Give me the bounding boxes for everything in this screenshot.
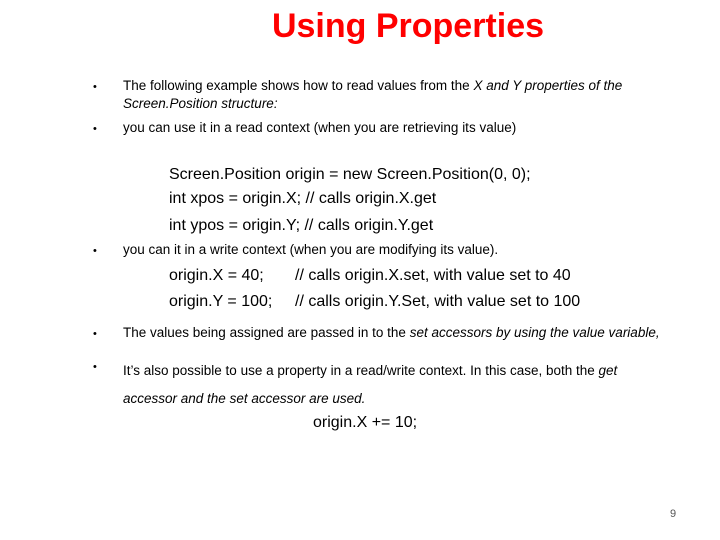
code-write-1-statement: origin.X = 40; [169, 267, 264, 284]
bullet-2-text: you can use it in a read context (when you are retrieving its value) [123, 120, 517, 135]
bullet-marker: • [93, 123, 97, 135]
bullet-marker: • [93, 328, 97, 340]
code-readwrite-line: origin.X += 10; [313, 414, 418, 431]
bullet-4-text-plain: The values being assigned are passed in to the [123, 325, 410, 340]
code-read-line-3: int ypos = origin.Y; // calls origin.Y.get [169, 217, 434, 234]
bullet-4-text [123, 324, 660, 342]
bullet-3-text: you can it in a write context (when you are modifying its value). [123, 242, 499, 257]
page-number: 9 [669, 508, 677, 520]
code-write-2-statement: origin.Y = 100; [169, 293, 273, 310]
slide-title: Using Properties [271, 7, 545, 45]
code-read-line-1: Screen.Position origin = new Screen.Position(0, 0); [169, 166, 531, 183]
bullet-5-line1-text: It’s also possible to use a property in a read/write context. In this case, both the [123, 363, 599, 378]
bullet-5-line1-emphasis: get [598, 363, 618, 378]
code-write-1-comment: // calls origin.X.set, with value set to 40 [295, 267, 571, 284]
code-read-line-2: int xpos = origin.X; // calls origin.X.get [169, 190, 437, 207]
bullet-marker: • [93, 81, 97, 93]
bullet-1-line1-emphasis: X and Y properties of the [473, 78, 623, 93]
bullet-5-line2-emphasis: accessor and the set accessor are used. [123, 391, 366, 406]
bullet-4-text-emphasis: set accessors by using the value variable, [409, 325, 660, 340]
bullet-1-text [123, 77, 622, 113]
bullet-1-line1-text: The following example shows how to read values from the [123, 78, 474, 93]
bullet-marker: • [93, 245, 97, 257]
bullet-5-text [123, 357, 617, 413]
bullet-1-line2-emphasis: Screen.Position structure: [123, 96, 278, 111]
bullet-marker: • [93, 361, 97, 373]
code-write-2-comment: // calls origin.Y.Set, with value set to 100 [295, 293, 581, 310]
